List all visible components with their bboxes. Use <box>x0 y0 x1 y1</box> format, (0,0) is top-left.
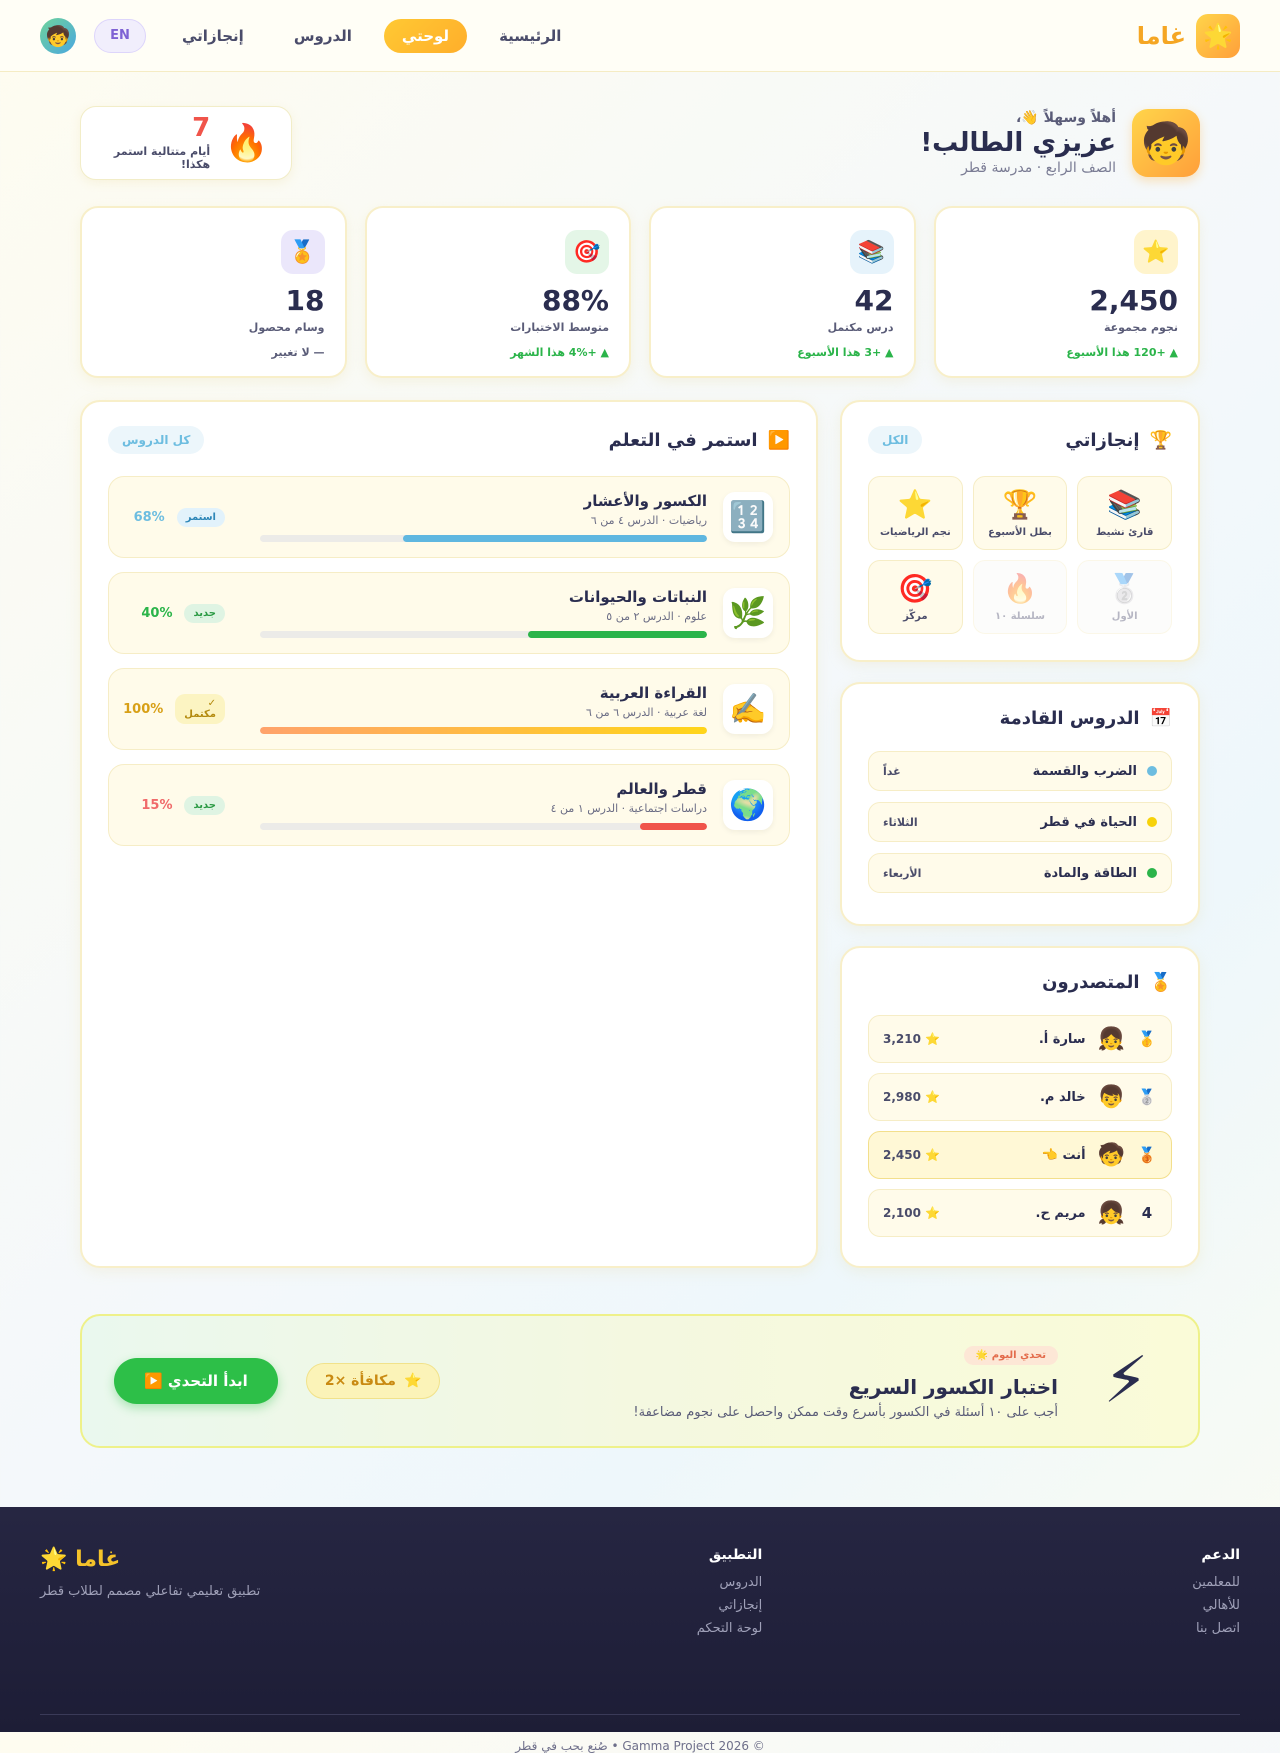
stat-card-quizzes <box>365 206 632 378</box>
lesson-row[interactable] <box>108 476 790 558</box>
leaderboard-rank: 🥉 <box>1137 1146 1157 1164</box>
upcoming-lesson-info <box>1033 764 1157 779</box>
stat-value: 2,450 <box>1089 284 1178 317</box>
badge-label: سلسلة ١٠ <box>995 611 1045 622</box>
player-avatar: 👦 <box>1097 1084 1125 1110</box>
stat-trend: ▲ +3 هذا الأسبوع <box>797 346 894 359</box>
daily-challenge-banner <box>80 1314 1200 1448</box>
lesson-name: القراءة العربية <box>599 684 707 702</box>
lesson-progress-percent: 100% <box>123 701 164 717</box>
nav-link-dashboard[interactable]: لوحتي <box>384 19 467 53</box>
footer-link-contact[interactable]: اتصل بنا <box>1196 1621 1240 1636</box>
badge-label: الأول <box>1111 611 1138 622</box>
progress-bar <box>260 727 707 734</box>
footer <box>0 1507 1280 1753</box>
footer-link-achievements[interactable]: إنجازاتي <box>718 1598 763 1613</box>
lightning-icon: ⚡ <box>1103 1344 1149 1418</box>
lesson-body <box>241 684 707 734</box>
lesson-status <box>125 604 225 623</box>
footer-link-lessons[interactable]: الدروس <box>719 1575 763 1590</box>
progress-bar <box>260 631 707 638</box>
stat-label: متوسط الاختبارات <box>510 321 609 334</box>
user-avatar[interactable]: 🧒 <box>40 18 76 54</box>
achievement-badge[interactable] <box>1077 560 1172 634</box>
challenge-description: أجب على ١٠ أسئلة في الكسور بأسرع وقت ممكن واحصل على نجوم مضاعفة! <box>633 1404 1058 1420</box>
footer-columns <box>697 1547 1240 1667</box>
target-icon: 🎯 <box>565 230 609 274</box>
lesson-meta: رياضيات · الدرس ٤ من ٦ <box>590 514 707 527</box>
continue-learning-title-text: استمر في التعلم <box>608 429 758 451</box>
medal-icon: 🏅 <box>1149 972 1172 993</box>
player-avatar: 👧 <box>1097 1200 1125 1226</box>
main-grid <box>80 400 1200 1268</box>
leaderboard-row <box>868 1189 1172 1237</box>
badge-icon: 🎯 <box>897 572 933 605</box>
footer-col-app <box>697 1547 763 1667</box>
player-name: مريم ح. <box>1035 1205 1086 1221</box>
upcoming-lesson-name: الضرب والقسمة <box>1032 763 1137 779</box>
player-name: سارة أ. <box>1038 1031 1086 1047</box>
nav-links <box>164 19 579 53</box>
nav-link-achievements[interactable]: إنجازاتي <box>182 26 244 45</box>
lesson-status <box>125 694 225 724</box>
upcoming-title-text: الدروس القادمة <box>999 708 1140 729</box>
player-score: ⭐ 2,980 <box>883 1090 941 1104</box>
stat-label: درس مكتمل <box>827 321 894 334</box>
upcoming-list <box>868 751 1172 893</box>
upcoming-card <box>840 682 1200 926</box>
challenge-title: اختبار الكسور السريع <box>848 1374 1058 1399</box>
greeting-block <box>920 109 1200 177</box>
lesson-status-tag: ✓ مكتمل <box>175 694 225 724</box>
top-nav <box>0 0 1280 72</box>
language-toggle-button[interactable]: EN <box>94 19 146 53</box>
nav-right-group <box>1137 14 1240 58</box>
side-column <box>840 400 1200 1268</box>
upcoming-lesson-item[interactable] <box>868 802 1172 842</box>
stat-value: 42 <box>854 284 894 317</box>
all-lessons-link[interactable]: كل الدروس <box>108 426 204 454</box>
reward-text: مكافأة ×2 <box>324 1373 396 1389</box>
upcoming-lesson-day: الأربعاء <box>883 866 922 880</box>
leaderboard-title <box>1042 972 1172 993</box>
footer-link-teachers[interactable]: للمعلمين <box>1192 1575 1240 1590</box>
all-achievements-link[interactable]: الكل <box>868 426 922 454</box>
fire-icon: 🔥 <box>224 123 269 164</box>
challenge-tag: تحدي اليوم 🌟 <box>964 1346 1058 1365</box>
achievement-badge[interactable] <box>868 476 963 550</box>
lesson-meta: دراسات اجتماعية · الدرس ١ من ٤ <box>550 802 707 815</box>
achievements-title <box>1065 430 1172 451</box>
stat-trend: ▲ +120 هذا الأسبوع <box>1066 346 1178 359</box>
brand-name: غاما <box>1136 21 1186 50</box>
leaderboard-row <box>868 1073 1172 1121</box>
lesson-row[interactable] <box>108 668 790 750</box>
footer-brand-block <box>40 1547 260 1667</box>
player-name: أنت 👈 <box>1041 1147 1086 1163</box>
lesson-name: الكسور والأعشار <box>583 492 707 510</box>
calendar-icon: 📅 <box>1149 708 1172 729</box>
footer-col-support <box>1192 1547 1240 1667</box>
player-avatar: 🧒 <box>1097 1142 1125 1168</box>
leaderboard-list <box>868 1015 1172 1237</box>
progress-bar <box>260 535 707 542</box>
stat-label: وسام محصول <box>248 321 325 334</box>
achievements-title-text: إنجازاتي <box>1065 429 1140 451</box>
lesson-status <box>125 796 225 815</box>
continue-learning-card <box>80 400 818 1268</box>
footer-tagline: تطبيق تعليمي تفاعلي مصمم لطلاب قطر <box>40 1584 261 1599</box>
leaderboard-player <box>1039 1027 1157 1052</box>
lesson-icon: 🌿 <box>723 588 773 638</box>
subject-color-dot <box>1147 868 1157 878</box>
footer-col-title: الدعم <box>1201 1547 1240 1563</box>
achievement-badge[interactable] <box>973 476 1068 550</box>
lesson-progress-percent: 15% <box>141 797 173 813</box>
start-challenge-button[interactable]: ابدأ التحدي ▶️ <box>114 1358 278 1404</box>
badge-label: مركّز <box>903 611 928 622</box>
lesson-status-tag: جديد <box>184 796 225 815</box>
badge-icon: 📚 <box>1107 488 1143 521</box>
footer-brand-name: غاما <box>75 1547 121 1572</box>
leaderboard-rank: 🥈 <box>1137 1088 1157 1106</box>
play-icon: ▶️ <box>767 429 790 451</box>
streak-count: 7 <box>192 113 211 143</box>
subject-color-dot <box>1147 817 1157 827</box>
stat-value: 88% <box>541 284 609 317</box>
player-name: خالد م. <box>1039 1089 1086 1105</box>
hero <box>80 106 1200 180</box>
leaderboard-player <box>1036 1201 1157 1226</box>
badges-grid <box>868 476 1172 634</box>
upcoming-lesson-name: الطاقة والمادة <box>1043 865 1137 881</box>
leaderboard-row <box>868 1015 1172 1063</box>
lesson-body <box>241 492 707 542</box>
stat-card-stars <box>934 206 1201 378</box>
badge-label: نجم الرياضيات <box>879 527 951 538</box>
upcoming-lesson-day: الثلاثاء <box>883 815 918 829</box>
badge-icon: 🥈 <box>1107 572 1143 605</box>
footer-link-parents[interactable]: للأهالي <box>1202 1598 1240 1613</box>
lesson-name: النباتات والحيوانات <box>568 588 707 606</box>
upcoming-title <box>1000 708 1172 729</box>
lesson-meta: لغة عربية · الدرس ٦ من ٦ <box>586 706 707 719</box>
greeting-text: أهلاً وسهلاً 👋، <box>1016 110 1116 126</box>
progress-bar-fill <box>640 823 707 830</box>
leaderboard-player <box>1042 1143 1157 1168</box>
books-icon: 📚 <box>850 230 894 274</box>
player-score: ⭐ 2,100 <box>883 1206 941 1220</box>
stat-label: نجوم مجموعة <box>1103 321 1178 334</box>
badge-label: قارئ نشيط <box>1095 527 1154 538</box>
brand-star-icon: 🌟 <box>1196 14 1240 58</box>
lesson-status-tag: جديد <box>184 604 225 623</box>
challenge-reward-badge <box>306 1363 441 1399</box>
streak-text: أيام متتالية استمر هكذا! <box>113 145 211 171</box>
footer-copyright: © 2026 Gamma Project • صُنع بحب في قطر <box>515 1739 765 1753</box>
lesson-body <box>241 780 707 830</box>
nav-link-home[interactable]: الرئيسية <box>499 26 562 45</box>
trophy-icon: 🏆 <box>1149 429 1172 451</box>
page-title: عزيزي الطالب! <box>920 128 1116 158</box>
upcoming-lesson-day: غداً <box>883 764 901 778</box>
stats-row <box>80 206 1200 378</box>
footer-divider <box>40 1714 1240 1715</box>
lesson-status-tag: استمر <box>177 508 225 527</box>
subject-color-dot <box>1147 766 1157 776</box>
badge-label: بطل الأسبوع <box>988 527 1052 538</box>
progress-bar-fill <box>260 727 707 734</box>
leaderboard-title-text: المتصدرون <box>1042 972 1140 993</box>
streak-card <box>80 106 292 180</box>
leaderboard-rank: 4 <box>1141 1204 1153 1222</box>
nav-left-group <box>40 18 599 54</box>
leaderboard-row <box>868 1131 1172 1179</box>
player-avatar: 👧 <box>1097 1026 1125 1052</box>
player-score: ⭐ 2,450 <box>883 1148 941 1162</box>
lesson-name: قطر والعالم <box>616 780 707 798</box>
upcoming-lesson-item[interactable] <box>868 853 1172 893</box>
nav-link-lessons[interactable]: الدروس <box>293 26 352 45</box>
upcoming-lesson-info <box>1040 815 1157 830</box>
leaderboard-card <box>840 946 1200 1268</box>
player-score: ⭐ 3,210 <box>883 1032 941 1046</box>
lesson-row[interactable] <box>108 572 790 654</box>
lessons-list <box>108 476 790 846</box>
lesson-meta: علوم · الدرس ٢ من ٥ <box>606 610 707 623</box>
brand[interactable] <box>1137 14 1240 58</box>
progress-bar-fill <box>403 535 707 542</box>
badge-icon: ⭐ <box>897 488 933 521</box>
lesson-row[interactable] <box>108 764 790 846</box>
medal-icon: 🏅 <box>281 230 325 274</box>
stat-value: 18 <box>285 284 325 317</box>
footer-col-title: التطبيق <box>708 1547 763 1563</box>
lesson-icon: ✍️ <box>723 684 773 734</box>
leaderboard-player <box>1040 1085 1157 1110</box>
lesson-icon: 🔢 <box>723 492 773 542</box>
stat-card-lessons <box>649 206 916 378</box>
badge-icon: 🔥 <box>1002 572 1038 605</box>
lesson-status <box>125 508 225 527</box>
star-icon: 🌟 <box>40 1547 68 1572</box>
footer-link-dashboard[interactable]: لوحة التحكم <box>696 1621 763 1636</box>
stat-trend: ▲ +4% هذا الشهر <box>510 346 609 359</box>
lesson-body <box>241 588 707 638</box>
achievement-badge[interactable] <box>973 560 1068 634</box>
student-avatar: 🧒 <box>1132 109 1200 177</box>
lesson-progress-percent: 68% <box>133 509 165 525</box>
footer-brand <box>40 1547 260 1572</box>
achievement-badge[interactable] <box>1077 476 1172 550</box>
lesson-progress-percent: 40% <box>141 605 173 621</box>
upcoming-lesson-name: الحياة في قطر <box>1040 814 1137 830</box>
lesson-icon: 🌍 <box>723 780 773 830</box>
stat-trend: — لا تغيير <box>271 346 325 359</box>
continue-learning-title <box>609 430 790 451</box>
star-icon: ⭐ <box>403 1373 422 1389</box>
achievements-card <box>840 400 1200 662</box>
upcoming-lesson-item[interactable] <box>868 751 1172 791</box>
stat-card-badges <box>80 206 347 378</box>
leaderboard-rank: 🥇 <box>1137 1030 1157 1048</box>
star-icon: ⭐ <box>1134 230 1178 274</box>
achievement-badge[interactable] <box>868 560 963 634</box>
progress-bar <box>260 823 707 830</box>
upcoming-lesson-info <box>1044 866 1157 881</box>
student-subtitle: الصف الرابع · مدرسة قطر <box>961 160 1116 176</box>
badge-icon: 🏆 <box>1002 488 1038 521</box>
progress-bar-fill <box>528 631 707 638</box>
